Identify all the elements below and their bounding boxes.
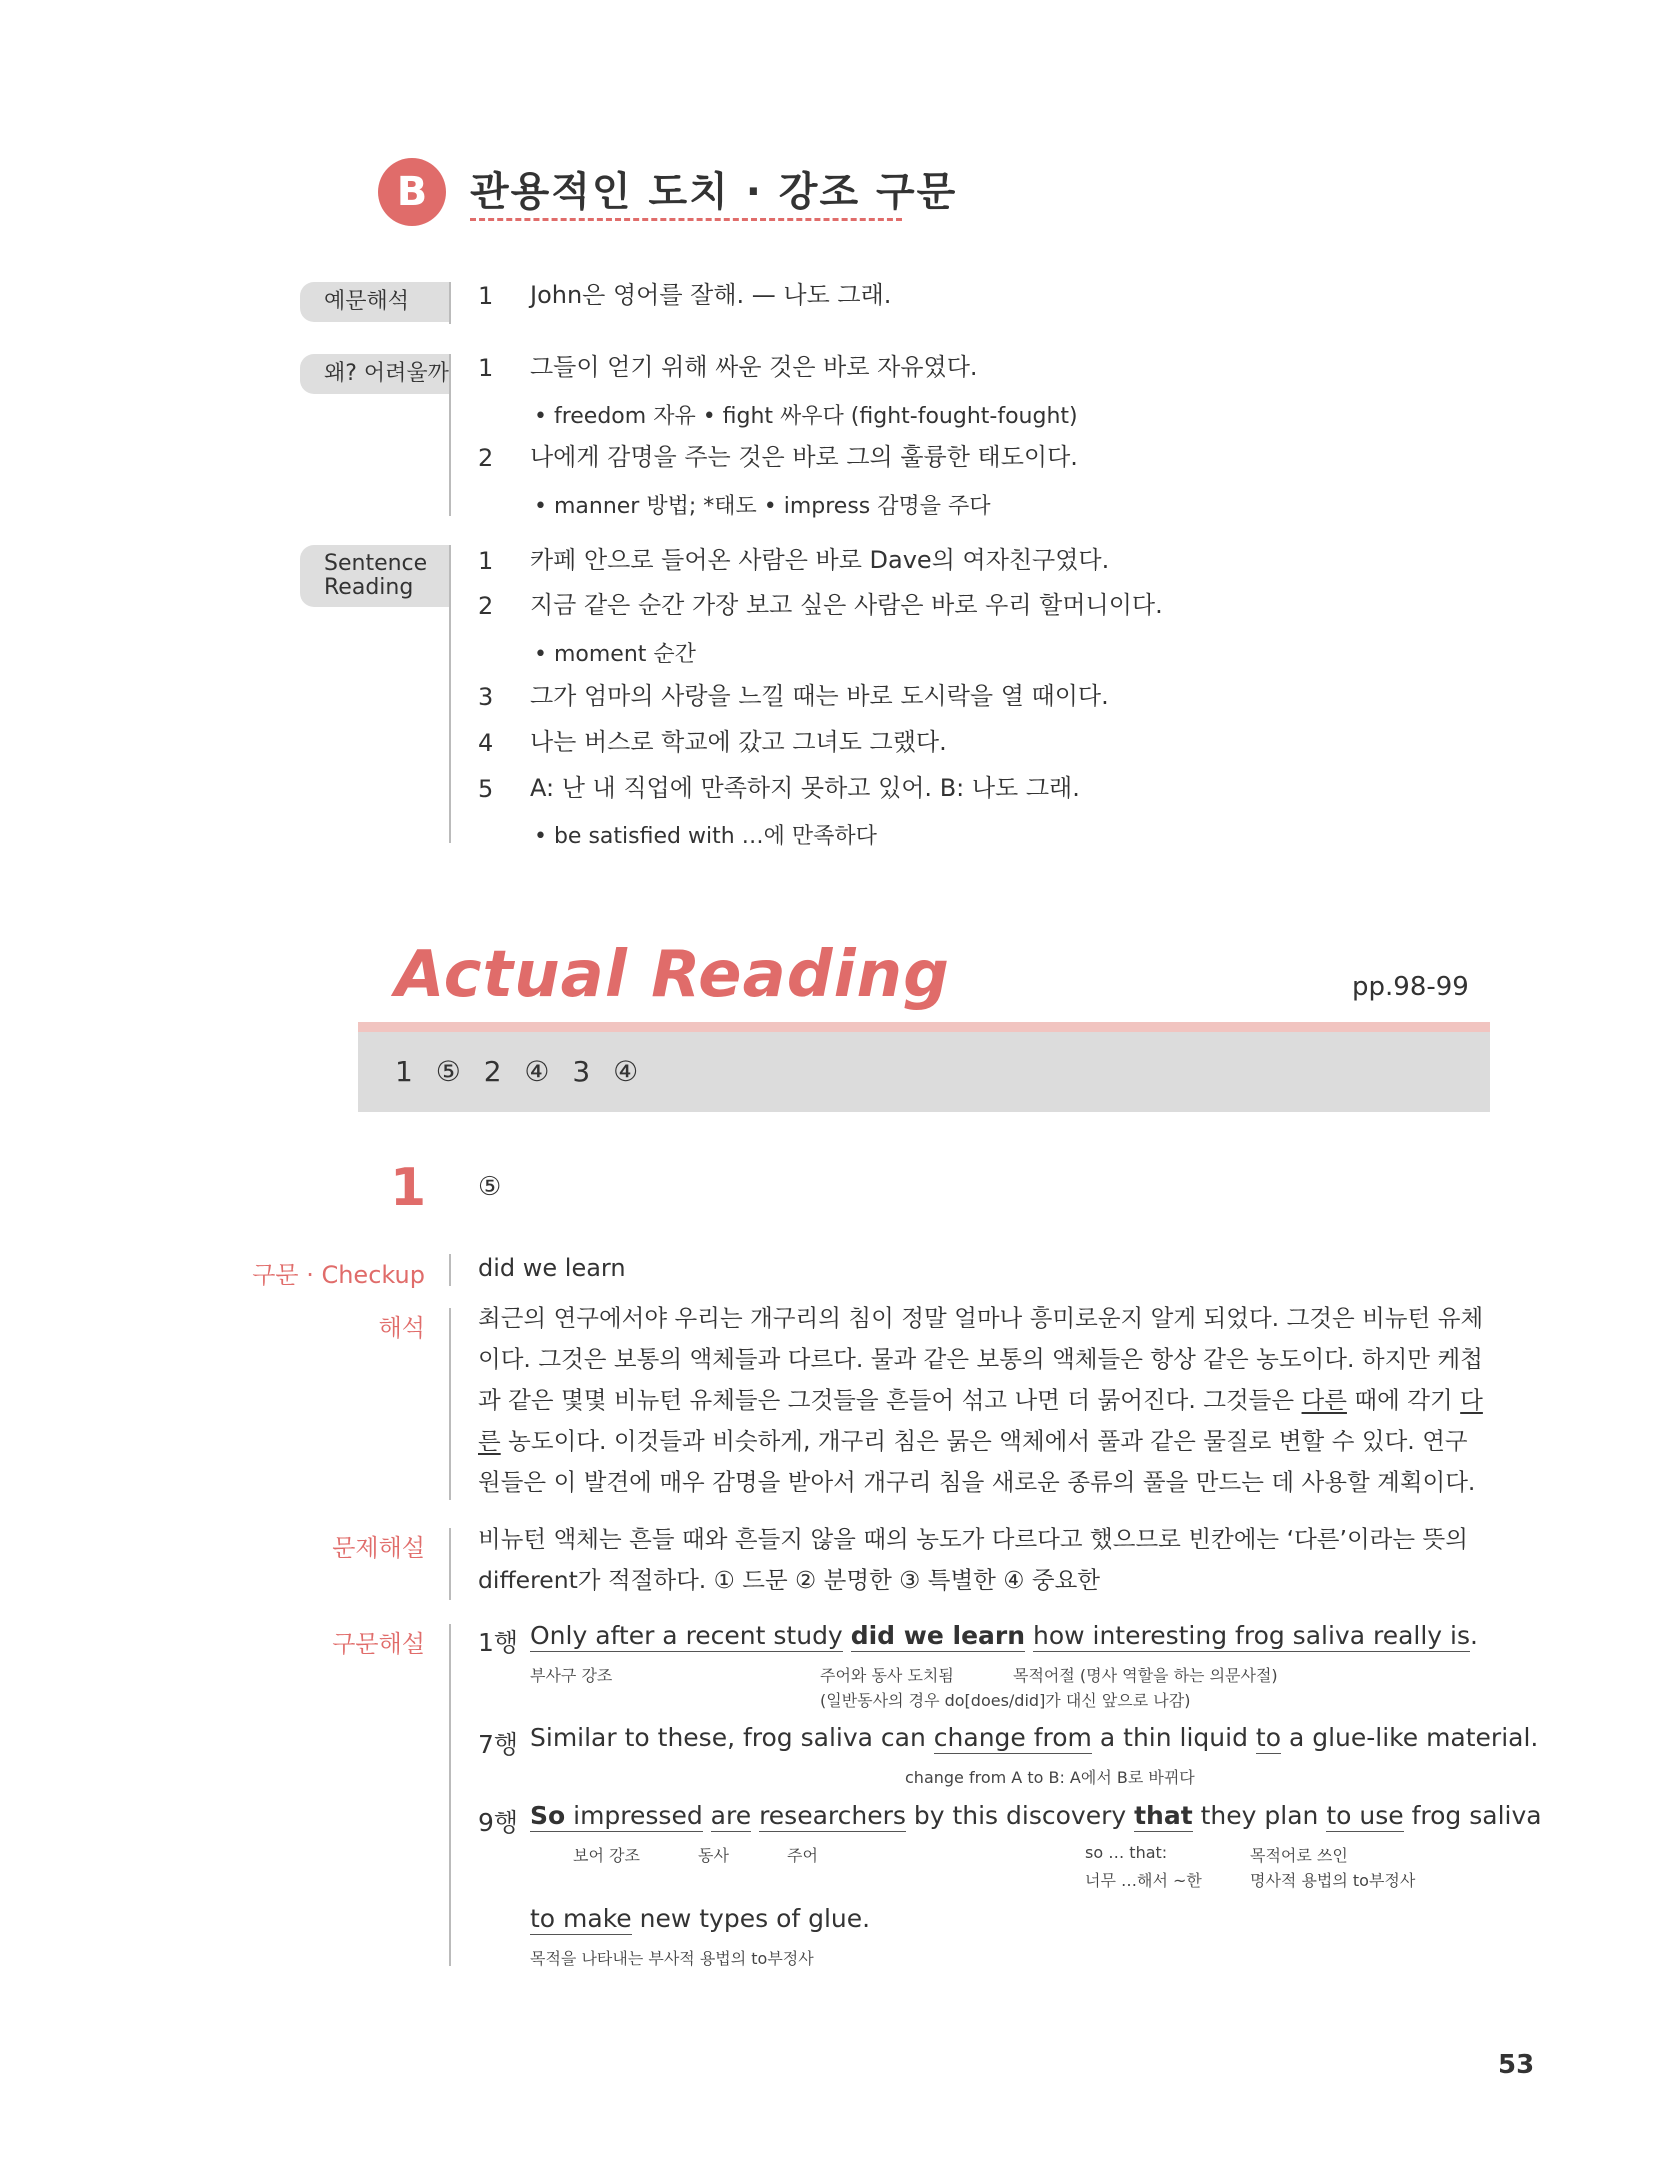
vocab-note: • moment 순간 <box>534 642 696 667</box>
divider <box>449 1528 451 1600</box>
actual-reading-title: Actual Reading <box>395 938 950 1012</box>
underlined-phrase: change from <box>933 1723 1092 1752</box>
section-b-title: 관용적인 도치 · 강조 구문 <box>470 169 958 215</box>
reading-sentence: 카페 안으로 들어온 사람은 바로 Dave의 여자친구였다. <box>530 546 1110 574</box>
translation-text: 때에 각기 <box>1346 1386 1461 1414</box>
sentence-text: a thin liquid <box>1091 1723 1256 1752</box>
underlined-word: 다른 <box>478 1386 1483 1455</box>
reading-sentence: 그가 엄마의 사랑을 느낄 때는 바로 도시락을 열 때이다. <box>530 682 1109 710</box>
why-hard-label: 왜? 어려울까 <box>300 354 450 394</box>
item-number: 1 <box>478 282 494 310</box>
checkup-text: did we learn <box>478 1254 626 1282</box>
section-b-title-underline <box>470 218 902 221</box>
underlined-phrase <box>1134 1801 1193 1832</box>
grammar-note: 보어 강조 <box>573 1846 640 1865</box>
why-hard-sentence: 나에게 감명을 주는 것은 바로 그의 훌륭한 태도이다. <box>530 443 1078 471</box>
grammar-note: 목적어절 (명사 역할을 하는 의문사절) <box>1013 1666 1278 1685</box>
vocab-note: • be satisfied with …에 만족하다 <box>534 824 877 849</box>
sentence-reading-label <box>300 545 450 607</box>
sentence-text: impressed <box>565 1801 703 1830</box>
underlined-phrase: how interesting frog saliva really is <box>1032 1621 1471 1650</box>
page-reference: pp.98-99 <box>1352 972 1469 1002</box>
translation-label: 해석 <box>378 1314 425 1342</box>
grammar-note: 너무 …해서 ~한 <box>1085 1871 1202 1890</box>
divider <box>449 1254 451 1286</box>
label-line: Reading <box>324 575 414 600</box>
page-number: 53 <box>1498 2050 1535 2080</box>
underlined-phrase <box>530 1801 703 1832</box>
grammar-note: 명사적 용법의 to부정사 <box>1250 1871 1416 1890</box>
item-number: 1 <box>478 547 494 575</box>
underlined-word: 다른 <box>1301 1386 1347 1414</box>
sentence-text: Similar to these, frog saliva can <box>530 1723 934 1752</box>
grammar-note: 동사 <box>698 1846 729 1865</box>
sentence-end: . <box>1470 1621 1478 1650</box>
divider <box>449 1624 451 1966</box>
item-number: 2 <box>478 592 494 620</box>
header-accent-bar <box>358 1022 1490 1032</box>
question-answer: ⑤ <box>478 1172 502 1202</box>
grammar-note: 주어 <box>787 1846 818 1865</box>
underlined-phrase: Only after a recent study <box>530 1621 843 1650</box>
translation-paragraph <box>478 1298 1488 1503</box>
structure-sentence <box>530 1801 1542 1830</box>
grammar-note: change from A to B: A에서 B로 바뀌다 <box>905 1768 1195 1787</box>
divider <box>449 354 451 516</box>
reading-sentence: 나는 버스로 학교에 갔고 그녀도 그랬다. <box>530 728 947 756</box>
underlined-phrase: to make <box>530 1904 632 1933</box>
divider <box>449 1308 451 1500</box>
underlined-phrase: researchers <box>759 1801 906 1830</box>
vocab-note: • manner 방법; *태도 • impress 감명을 주다 <box>534 494 991 519</box>
grammar-note: 부사구 강조 <box>530 1666 613 1685</box>
structure-line-number: 7행 <box>478 1730 519 1759</box>
structure-line-number: 9행 <box>478 1808 519 1837</box>
label-line: Sentence <box>324 551 428 576</box>
item-number: 3 <box>478 683 494 711</box>
section-b-badge: B <box>378 158 446 226</box>
item-number: 4 <box>478 729 494 757</box>
grammar-note: 주어와 동사 도치됨 <box>820 1666 954 1685</box>
item-number: 2 <box>478 444 494 472</box>
underlined-phrase <box>851 1621 1025 1652</box>
structure-sentence <box>530 1621 1478 1650</box>
why-hard-sentence: 그들이 얻기 위해 싸운 것은 바로 자유였다. <box>530 353 978 381</box>
vocab-note: • freedom 자유 • fight 싸우다 (fight-fought-fought) <box>534 404 1078 429</box>
structure-label: 구문해설 <box>332 1630 425 1658</box>
underlined-phrase: to <box>1255 1723 1281 1752</box>
sentence-text: new types of glue. <box>631 1904 871 1933</box>
underlined-phrase: are <box>710 1801 752 1830</box>
explanation-text: 비뉴턴 액체는 흔들 때와 흔들지 않을 때의 농도가 다르다고 했으므로 빈칸에는 ‘다른’이라는 뜻의 different가 적절하다. ① 드문 ② 분명한 ③ 특별한 ④ 중요한 <box>478 1525 1468 1594</box>
explanation-label: 문제해설 <box>332 1534 425 1562</box>
grammar-note: (일반동사의 경우 do[does/did]가 대신 앞으로 나감) <box>820 1691 1191 1710</box>
example-sentence: John은 영어를 잘해. — 나도 그래. <box>530 281 892 309</box>
bold-phrase: that <box>1134 1801 1193 1830</box>
structure-sentence-continued <box>530 1904 870 1933</box>
structure-sentence <box>530 1723 1538 1752</box>
divider <box>449 282 451 324</box>
divider <box>449 545 451 843</box>
bold-phrase: So <box>530 1801 566 1830</box>
sentence-text: frog saliva <box>1403 1801 1542 1830</box>
sentence-text: a glue-like material. <box>1281 1723 1539 1752</box>
structure-line-number: 1행 <box>478 1628 519 1657</box>
item-number: 1 <box>478 354 494 382</box>
question-number: 1 <box>390 1158 427 1218</box>
underlined-phrase: to use <box>1326 1801 1404 1830</box>
reading-sentence: A: 난 내 직업에 만족하지 못하고 있어. B: 나도 그래. <box>530 774 1080 802</box>
example-label: 예문해석 <box>300 282 450 322</box>
checkup-label: 구문 · Checkup <box>252 1261 425 1289</box>
grammar-note: 목적을 나타내는 부사적 용법의 to부정사 <box>530 1949 814 1968</box>
reading-sentence: 지금 같은 순간 가장 보고 싶은 사람은 바로 우리 할머니이다. <box>530 591 1163 619</box>
sentence-text: by this discovery <box>905 1801 1135 1830</box>
item-number: 5 <box>478 775 494 803</box>
grammar-note: so … that: <box>1085 1843 1168 1862</box>
bold-phrase: did we learn <box>850 1621 1026 1650</box>
answer-key: 1 ⑤ 2 ④ 3 ④ <box>395 1055 639 1088</box>
grammar-note: 목적어로 쓰인 <box>1250 1846 1348 1865</box>
translation-text: 농도이다. 이것들과 비슷하게, 개구리 침은 묽은 액체에서 풀과 같은 물질로 변할 수 있다. 연구원들은 이 발견에 매우 감명을 받아서 개구리 침을 새로운 종류의 풀을 만드는 데 사용할 계획이다. <box>478 1427 1476 1496</box>
translation-text: 최근의 연구에서야 우리는 개구리의 침이 정말 얼마나 흥미로운지 알게 되었다. 그것은 비뉴턴 유체이다. 그것은 보통의 액체들과 다르다. 물과 같은 보통의 액체들은 항상 같은 농도이다. 하지만 케첩과 같은 몇몇 비뉴턴 유체들은 그것들을 흔들어 섞고 나면 더 묽어진다. 그것들은 <box>478 1304 1484 1414</box>
sentence-text: they plan <box>1192 1801 1327 1830</box>
